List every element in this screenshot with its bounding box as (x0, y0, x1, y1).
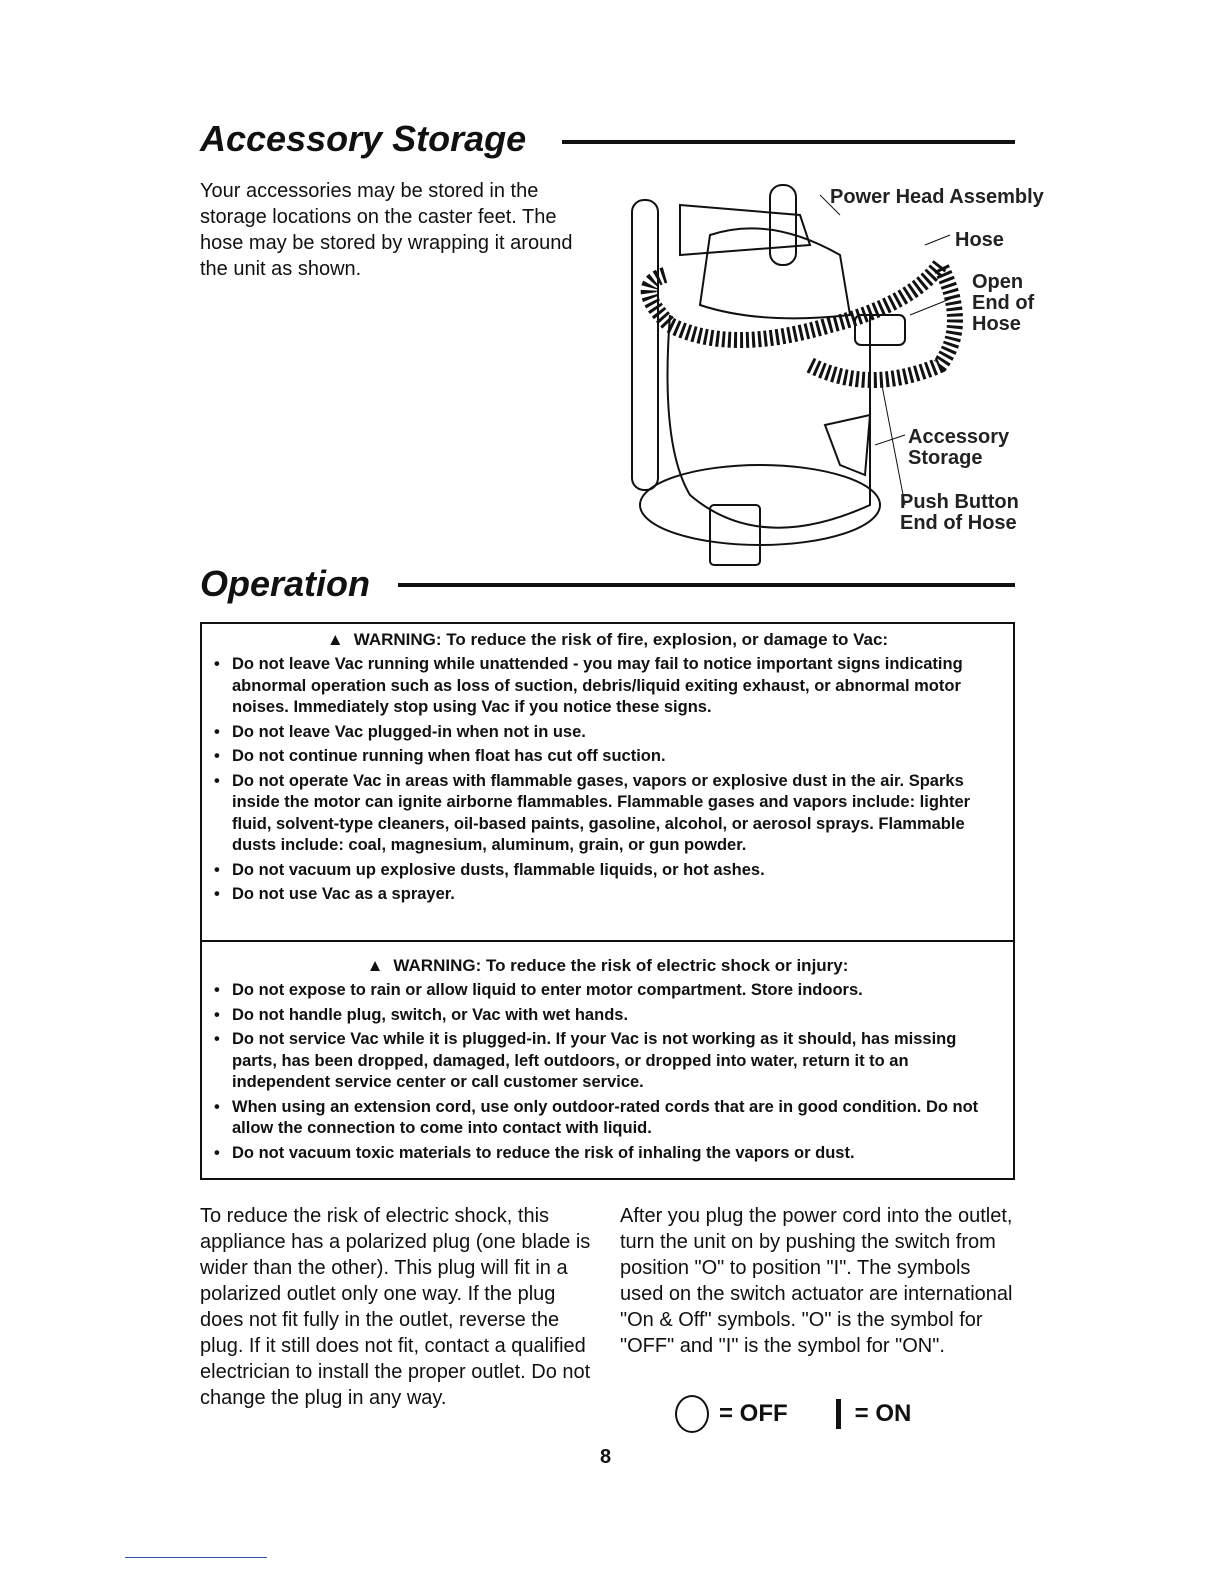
warning-heading (202, 630, 1013, 650)
title-rule (562, 140, 1015, 144)
label-accessory-storage: Accessory Storage (908, 426, 1010, 469)
on-label: = ON (854, 1400, 912, 1427)
on-bar-icon (836, 1399, 841, 1429)
warning-list (202, 654, 1013, 906)
footer-line (125, 1557, 267, 1558)
off-circle-icon (675, 1395, 709, 1433)
warning-box-fire (200, 622, 1015, 942)
label-power-head: Power Head Assembly (830, 186, 1044, 208)
section-title-operation: Operation (200, 563, 371, 604)
warning-item: • Do not expose to rain or allow liquid to enter motor compartment. Store indoors. (212, 980, 1003, 1002)
warning-item: • Do not use Vac as a sprayer. (212, 884, 1003, 906)
wet-dry-vac-illustration (610, 175, 1050, 585)
warning-item: • Do not leave Vac plugged-in when not in use. (212, 722, 1003, 744)
warning-item: • Do not vacuum up explosive dusts, flammable liquids, or hot ashes. (212, 860, 1003, 882)
warning-triangle-icon: ▲ (326, 630, 344, 649)
warning-item: • Do not continue running when float has cut off suction. (212, 746, 1003, 768)
on-off-symbols (675, 1395, 911, 1433)
warning-item: • Do not leave Vac running while unattended - you may fail to notice important signs indicating abnormal operation such as loss of suction, debris/liquid exiting exhaust, or abnormal motor noises. Immediately stop using Vac if you notice these signs. (212, 654, 1003, 719)
switch-instructions-text: After you plug the power cord into the outlet, turn the unit on by pushing the switch from position "O" to position "I". The symbols used on the switch actuator are international "On & Off" symbols. "O" is the symbol for "OFF" and "I" is the symbol for "ON". (620, 1205, 1013, 1357)
section-title-accessory-storage: Accessory Storage (200, 118, 527, 159)
warning-item: • Do not operate Vac in areas with flammable gases, vapors or explosive dust in the air. Sparks inside the motor can ignite airborne flammables. Flammable gases and vapors include: lighter fluid, solvent-type cleaners, oil-based paints, gasoline, alcohol, or aerosol sprays. Flammable dusts include: coal, magnesium, aluminum, grain, or gun powder. (212, 771, 1003, 857)
warning-heading-text: WARNING: To reduce the risk of fire, explosion, or damage to Vac: (353, 630, 889, 649)
polarized-plug-text: To reduce the risk of electric shock, this appliance has a polarized plug (one blade is wider than the other). This plug will fit in a polarized outlet only one way. If the plug does not fit fully in the outlet, reverse the plug. If it still does not fit, contact a qualified electrician to install the proper outlet. Do not change the plug in any way. (200, 1205, 591, 1409)
warning-item: • Do not service Vac while it is plugged-in. If your Vac is not working as it should, has missing parts, has been dropped, damaged, left outdoors, or dropped into water, return it to an independent service center or call customer service. (212, 1029, 1003, 1094)
off-label: = OFF (719, 1400, 788, 1427)
warning-item: • Do not handle plug, switch, or Vac with wet hands. (212, 1005, 1003, 1027)
warning-item: • When using an extension cord, use only outdoor-rated cords that are in good condition. Do not allow the connection to come into contact with liquid. (212, 1097, 1003, 1140)
warning-box-shock (200, 940, 1015, 1180)
label-hose: Hose (955, 229, 1004, 251)
warning-heading (202, 956, 1013, 976)
accessory-storage-text: Your accessories may be stored in the storage locations on the caster feet. The hose may be stored by wrapping it around the unit as shown. (200, 180, 573, 280)
warning-triangle-icon: ▲ (366, 956, 384, 975)
page-number: 8 (600, 1446, 612, 1468)
label-push-button: Push Button End of Hose (900, 491, 1019, 534)
warning-item: • Do not vacuum toxic materials to reduce the risk of inhaling the vapors or dust. (212, 1143, 1003, 1165)
warning-heading-text: WARNING: To reduce the risk of electric shock or injury: (393, 956, 849, 975)
label-open-end: Open End of Hose (972, 271, 1035, 335)
warning-list (202, 980, 1013, 1164)
title-rule (398, 583, 1015, 587)
